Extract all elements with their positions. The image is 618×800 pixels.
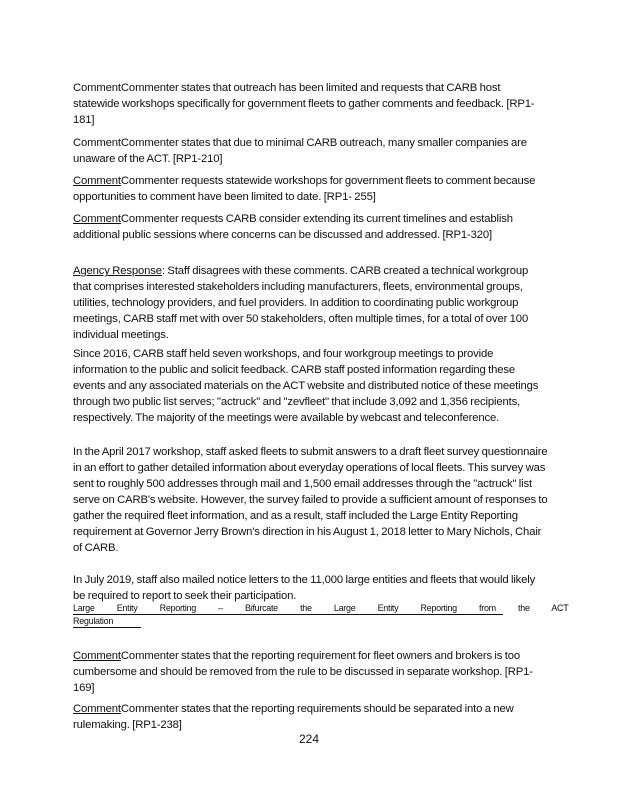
section-heading-line2: Regulation — [73, 615, 141, 628]
paragraph-text: Commenter states that outreach has been limited and requests that CARB host statewide workshops specifically for government fleets to gather comments and feedback. [RP1-181] — [73, 82, 535, 127]
comment-label: Comment — [73, 650, 121, 663]
paragraph-text: In July 2019, staff also mailed notice letters to the 11,000 large entities and fleets that would likely be required to report to seek their participation. — [73, 574, 536, 603]
paragraph-text: Commenter states that due to minimal CARB outreach, many smaller companies are unaware of the ACT. [RP1-210] — [73, 137, 527, 166]
comment-paragraph-rp1-255 — [73, 173, 548, 205]
comment-label: Comment — [73, 213, 121, 226]
comment-label: Comment — [73, 82, 121, 95]
paragraph-text: Commenter states that the reporting requirement for fleet owners and brokers is too cumbersome and should be removed from the rule to be discussed in separate workshop. [RP1-169] — [73, 650, 533, 695]
paragraph-text: Commenter requests statewide workshops for government fleets to comment because opportunities to comment have been limited to date. [RP1- 255] — [73, 175, 536, 204]
comment-label: Comment — [73, 175, 121, 188]
agency-response-label: Agency Response — [73, 265, 162, 278]
comment-paragraph-rp1-320 — [73, 211, 548, 243]
notice-letters-paragraph — [73, 572, 548, 604]
comment-paragraph-rp1-169 — [73, 648, 548, 696]
paragraph-text: Since 2016, CARB staff held seven workshops, and four workgroup meetings to provide information to the public and solicit feedback. CARB staff posted information regarding these events and any associated materials on the ACT website and distributed notice of these meetings through two public list serves; "actruck" and "zevfleet" that include 3,092 and 1,356 recipients, respectively. The majority of the meetings were available by webcast and teleconference. — [73, 348, 539, 425]
paragraph-text: Commenter states that the reporting requirements should be separated into a new rulemaking. [RP1-238] — [73, 703, 514, 732]
survey-paragraph — [73, 444, 548, 556]
section-heading — [73, 602, 569, 628]
paragraph-text: Commenter requests CARB consider extending its current timelines and establish additional public sessions where concerns can be discussed and addressed. [RP1-320] — [73, 213, 513, 242]
section-heading-line1: Large Entity Reporting – Bifurcate the Large Entity Reporting from the ACT — [73, 603, 569, 613]
comment-label: Comment — [73, 137, 121, 150]
comment-paragraph-rp1-238 — [73, 701, 548, 733]
comment-paragraph-rp1-181 — [73, 80, 548, 128]
comment-label: Comment — [73, 703, 121, 716]
agency-response-paragraph — [73, 263, 548, 343]
paragraph-text: In the April 2017 workshop, staff asked fleets to submit answers to a draft fleet survey questionnaire in an effort to gather detailed information about everyday operations of local fleets. This survey was sent to roughly 500 addresses through mail and 1,500 email addresses through the "actruck" list serve on CARB's website. However, the survey failed to provide a sufficient amount of responses to gather the required fleet information, and as a result, staff included the Large Entity Reporting requirement at Governor Jerry Brown's direction in his August 1, 2018 letter to Mary Nichols, Chair of CARB. — [73, 446, 548, 555]
workshops-paragraph — [73, 346, 548, 426]
comment-paragraph-rp1-210 — [73, 135, 548, 167]
page-number: 224 — [298, 732, 320, 746]
paragraph-text: : Staff disagrees with these comments. CARB created a technical workgroup that comprises interested stakeholders including manufacturers, fleets, environmental groups, utilities, technology providers, and fuel providers. In addition to coordinating public workgroup meetings, CARB staff met with over 50 stakeholders, often multiple times, for a total of over 100 individual meetings. — [73, 265, 529, 342]
